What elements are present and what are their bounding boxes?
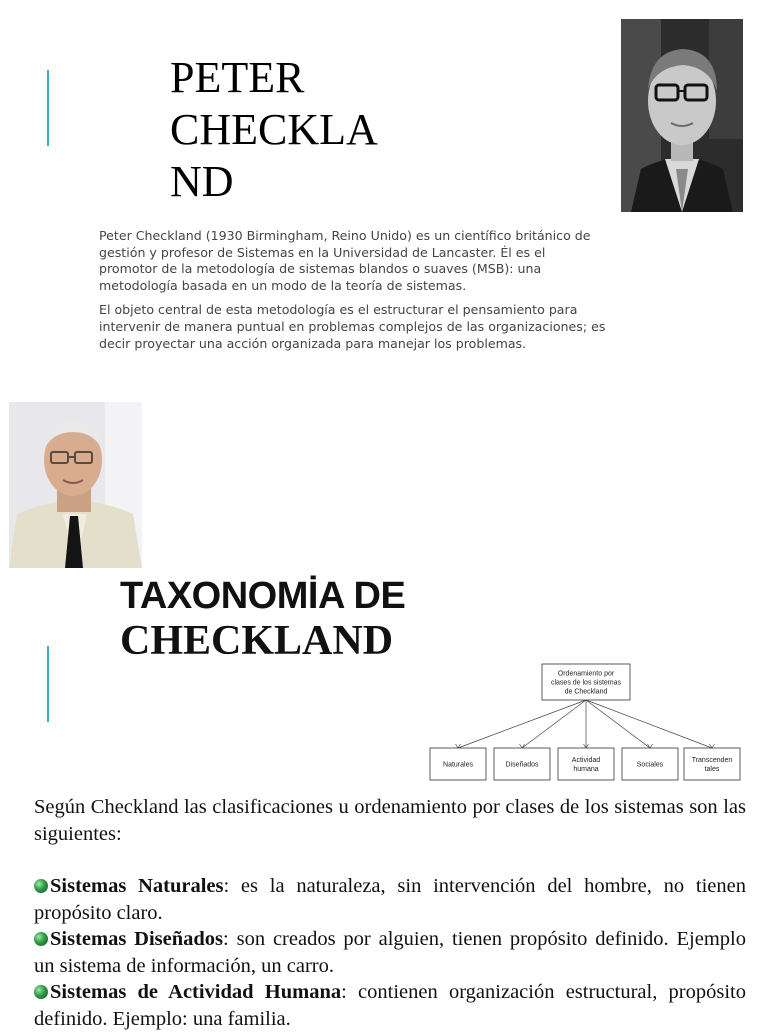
diagram-child-label: Actividad bbox=[571, 756, 601, 764]
portrait-photo-young bbox=[621, 19, 743, 212]
list-item-sistemas-actividad-humana bbox=[34, 979, 746, 1032]
portrait-photo-elder bbox=[9, 402, 142, 568]
green-gem-bullet-icon bbox=[34, 932, 48, 946]
page-title bbox=[170, 52, 410, 208]
body-text bbox=[34, 794, 746, 1032]
diagram-child-node bbox=[558, 748, 614, 780]
diagram-child-label: Naturales bbox=[443, 761, 473, 769]
bullet-text: Peter Checkland (1930 Birmingham, Reino Unido) es un científico británico de gestión y profesor de Sistemas en la Universidad de Lancaster. Él es el promotor de la metodología de sistemas blandos o suaves (MSB): una metodología basada en un modo de la teoría de sistemas. bbox=[99, 228, 591, 293]
item-description: : son creados por alguien, tienen propósito definido. Ejemplo un sistema de información, un carro. bbox=[34, 928, 746, 977]
item-description: : es la naturaleza, sin intervención del hombre, no tienen propósito claro. bbox=[34, 875, 746, 924]
list-item-sistemas-disenados bbox=[34, 926, 746, 979]
bio-bullet-1 bbox=[76, 228, 606, 294]
taxonomy-diagram bbox=[428, 662, 744, 784]
diagram-child-label: Diseñados bbox=[505, 761, 539, 769]
diagram-root-label: clases de los sistemas bbox=[550, 679, 622, 687]
accent-bar-middle bbox=[47, 646, 49, 722]
title-line-2: CHECKLA bbox=[170, 105, 378, 154]
diagram-connector bbox=[522, 700, 586, 748]
bio-bullet-list bbox=[76, 228, 606, 360]
diagram-connector bbox=[458, 700, 586, 748]
diagram-connector bbox=[586, 700, 712, 748]
taxonomy-title-line-1: TAXONOMİA DE bbox=[120, 575, 406, 617]
diagram-child-node bbox=[684, 748, 740, 780]
item-term: Sistemas Diseñados bbox=[50, 928, 224, 950]
diagram-arrowhead bbox=[648, 744, 653, 748]
green-gem-bullet-icon bbox=[34, 985, 48, 999]
diagram-root-label: de Checkland bbox=[564, 688, 608, 696]
bullet-text: El objeto central de esta metodología es el estructurar el pensamiento para intervenir de manera puntual en problemas complejos de las organizaciones; es decir proyectar una acción organizada para manejar los problemas. bbox=[99, 302, 606, 351]
green-gem-bullet-icon bbox=[34, 879, 48, 893]
title-line-1: PETER bbox=[170, 53, 305, 102]
bio-bullet-2 bbox=[76, 302, 606, 352]
diagram-child-label: Transcenden bbox=[691, 756, 733, 764]
accent-bar-top bbox=[47, 70, 49, 146]
item-term: Sistemas Naturales bbox=[50, 875, 224, 897]
diagram-child-label: humana bbox=[573, 765, 599, 773]
diagram-connector bbox=[586, 700, 650, 748]
bullet-marker-icon bbox=[76, 302, 99, 352]
title-line-3: ND bbox=[170, 157, 234, 206]
bullet-marker-icon bbox=[76, 228, 99, 294]
item-term: Sistemas de Actividad Humana bbox=[50, 981, 342, 1003]
list-item-sistemas-naturales bbox=[34, 873, 746, 926]
item-description: : contienen organización estructural, propósito definido. Ejemplo: una familia. bbox=[34, 981, 747, 1030]
taxonomy-title bbox=[120, 574, 480, 664]
diagram-root-label: Ordenamiento por bbox=[557, 670, 615, 678]
taxonomy-title-line-2: CHECKLAND bbox=[120, 618, 394, 664]
intro-paragraph: Según Checkland las clasificaciones u ordenamiento por clases de los sistemas son las siguientes: bbox=[34, 796, 746, 845]
diagram-arrowhead bbox=[520, 744, 525, 748]
diagram-child-label: Sociales bbox=[636, 761, 664, 769]
diagram-child-label: tales bbox=[704, 765, 720, 773]
